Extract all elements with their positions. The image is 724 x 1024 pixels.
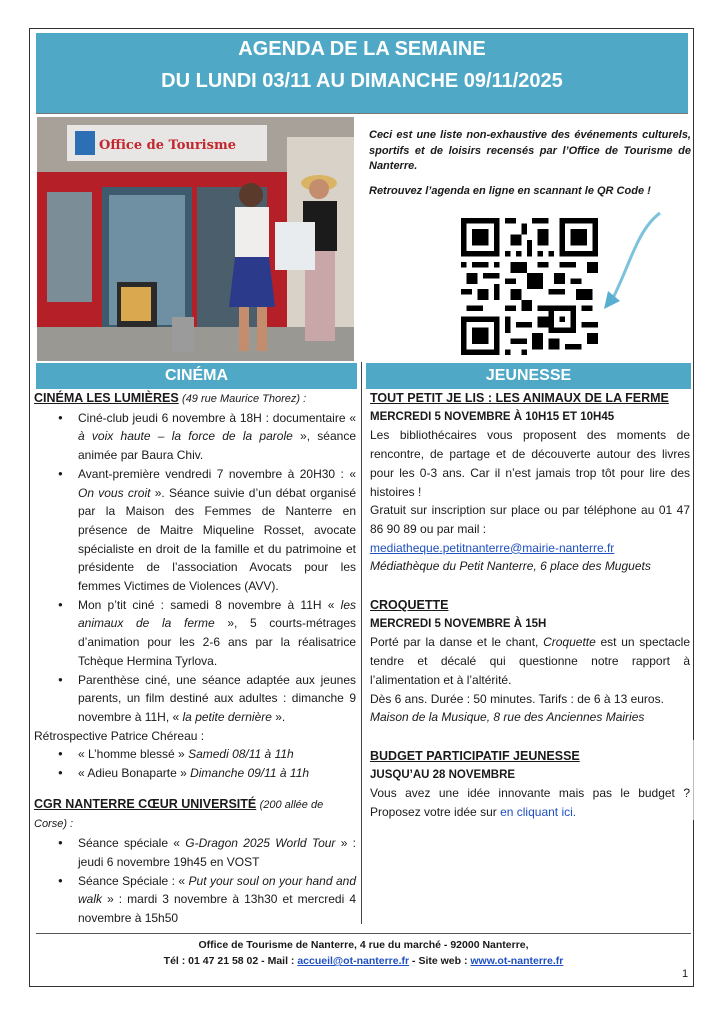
cgr-events: [34, 834, 356, 928]
cinema-column: [34, 389, 356, 928]
venue-name: CGR NANTERRE CŒUR UNIVERSITÉ: [34, 796, 257, 811]
venue-cgr: [34, 795, 356, 834]
list-item: ● Mon p’tit ciné : samedi 8 novembre à 11H « les animaux de la ferme », 5 courts-métrages d’animation pour les 2-6 ans par la réalisatrice Tchèque Hermina Tyrlova.: [78, 596, 356, 671]
venue-lumieres: [34, 389, 356, 409]
event-date: MERCREDI 5 NOVEMBRE À 10H15 ET 10H45: [370, 410, 615, 423]
column-divider: [361, 362, 362, 924]
retrospective-label: Rétrospective Patrice Chéreau :: [34, 728, 205, 743]
event-title: CROQUETTE: [370, 598, 449, 613]
event-title: TOUT PETIT JE LIS : LES ANIMAUX DE LA FERME: [370, 391, 669, 405]
curved-arrow-icon: [582, 205, 682, 325]
event-signup: Gratuit sur inscription sur place ou par téléphone au 01 47 86 90 89 ou par mail :: [370, 503, 690, 536]
footer-contact: Tél : 01 47 21 58 02 - Mail : accueil@ot-nanterre.fr - Site web : www.ot-nanterre.fr: [163, 955, 564, 967]
footer-divider: [36, 933, 691, 934]
event-date: JUSQU’AU 28 NOVEMBRE: [370, 768, 516, 781]
venue-address: (49 rue Maurice Thorez) :: [182, 393, 307, 405]
jeunesse-heading: JEUNESSE: [366, 363, 691, 389]
photo-sign-text: Office de Tourisme: [99, 138, 236, 153]
event-info: Dès 6 ans. Durée : 50 minutes. Tarifs : de 6 à 13 euros.: [370, 691, 664, 706]
banner-divider: [36, 113, 688, 114]
list-item: ● Séance spéciale « G-Dragon 2025 World Tour » : jeudi 6 novembre 19h45 en VOST: [78, 834, 356, 871]
banner-title: AGENDA DE LA SEMAINE: [238, 38, 486, 60]
qr-instruction: Retrouvez l’agenda en ligne en scannant le QR Code !: [369, 184, 651, 197]
footer: [36, 937, 691, 969]
retrospective-events: [34, 745, 356, 782]
cinema-heading: CINÉMA: [36, 363, 357, 389]
footer-email-link[interactable]: accueil@ot-nanterre.fr: [297, 955, 410, 967]
list-item: ● Ciné-club jeudi 6 novembre à 18H : documentaire « à voix haute – la force de la parole », séance animée par Baura Chiv.: [78, 409, 356, 465]
side-rule: [693, 740, 694, 820]
event-place: Maison de la Musique, 8 rue des Anciennes Mairies: [370, 710, 645, 725]
event-title: BUDGET PARTICIPATIF JEUNESSE: [370, 748, 580, 763]
tourism-office-photo: [37, 117, 354, 361]
event-description: Vous avez une idée innovante mais pas le budget ? Proposez votre idée sur en cliquant ici.: [370, 786, 690, 820]
banner-dates: DU LUNDI 03/11 AU DIMANCHE 09/11/2025: [161, 70, 563, 92]
intro-paragraph: Ceci est une liste non-exhaustive des événements culturels, sportifs et de loisirs recensés par l’Office de Tourisme de Nanterre.: [369, 129, 691, 172]
list-item: ● « Adieu Bonaparte » Dimanche 09/11 à 11h: [78, 764, 356, 783]
page-number: 1: [682, 968, 689, 980]
event-description: Les bibliothécaires vous proposent des moments de rencontre, de partage et de découverte autour des livres pour les 0-3 ans. Car il n’est jamais trop tôt pour lire des histoires !: [370, 428, 690, 499]
venue-address: (200 allée de Corse) :: [34, 798, 324, 831]
event-date: MERCREDI 5 NOVEMBRE À 15H: [370, 617, 547, 630]
list-item: ● Séance Spéciale : « Put your soul on your hand and walk » : mardi 3 novembre à 13h30 et mercredi 4 novembre à 15h50: [78, 872, 356, 928]
footer-address: Office de Tourisme de Nanterre, 4 rue du marché - 92000 Nanterre,: [198, 939, 529, 951]
jeunesse-column: [370, 389, 690, 822]
list-item: ● Parenthèse ciné, une séance adaptée aux jeunes parents, un film destiné aux adultes : dimanche 9 novembre à 11H, « la petite dernière ».: [78, 671, 356, 727]
event-description: Porté par la danse et le chant, Croquette est un spectacle tendre et décalé qui questionne notre rapport à l’alimentation et à l’altérité.: [370, 635, 690, 687]
footer-website-link[interactable]: www.ot-nanterre.fr: [470, 955, 564, 967]
budget-link[interactable]: en cliquant ici.: [500, 805, 577, 820]
list-item: ● « L’homme blessé » Samedi 08/11 à 11h: [78, 745, 356, 764]
list-item: ● Avant-première vendredi 7 novembre à 20H30 : « On vous croit ». Séance suivie d’un débat organisé par la Maison des Femmes de Nanterre en présence de Maitre Miqueline Rosset, avocate spécialiste en droit de la famille et du patrimoine et présidente de l’association Avocats pour les femmes Victimes de Violences (AVV).: [78, 465, 356, 596]
venue-name: CINÉMA LES LUMIÈRES: [34, 391, 179, 405]
agenda-banner: [36, 33, 688, 113]
qr-code[interactable]: [461, 218, 598, 355]
mediatheque-email-link[interactable]: mediatheque.petitnanterre@mairie-nanterre.fr: [370, 540, 615, 555]
intro-text: [369, 128, 691, 208]
lumieres-events: [34, 409, 356, 727]
event-place: Médiathèque du Petit Nanterre, 6 place des Muguets: [370, 559, 651, 574]
